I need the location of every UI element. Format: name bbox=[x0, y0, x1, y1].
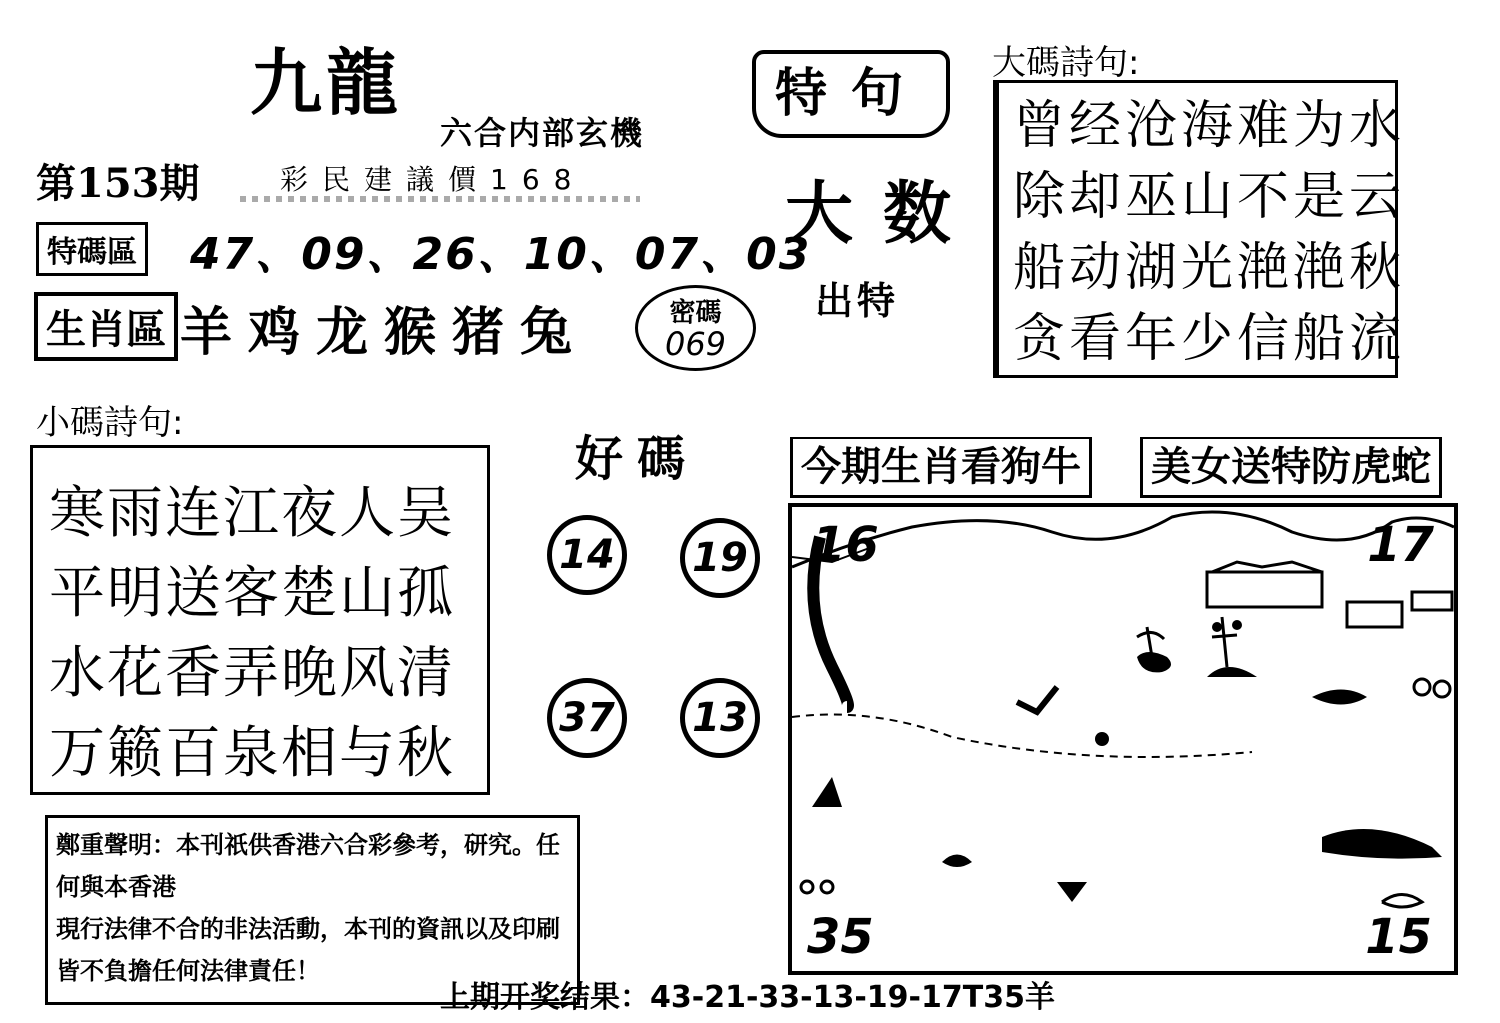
issue-number: 第153期 bbox=[36, 160, 200, 207]
good-number-circle: 19 bbox=[680, 518, 760, 598]
tema-zone-label: 特碼區 bbox=[36, 222, 148, 276]
good-numbers-title: 好碼 bbox=[575, 431, 700, 487]
price-text: 彩民建議價168 bbox=[280, 163, 586, 196]
disclaimer-line: 皆不負擔任何法律責任！ bbox=[56, 957, 320, 985]
secret-code-label: 密碼 bbox=[669, 298, 722, 328]
picture-number-top-right: 17 bbox=[1367, 517, 1434, 573]
big-poem-box bbox=[993, 80, 1406, 378]
big-poem-line: 除却巫山不是云 bbox=[1013, 167, 1406, 227]
out-special-label: 出特 bbox=[815, 279, 900, 323]
picture-number-bottom-right: 15 bbox=[1365, 909, 1432, 965]
last-draw-result: 上期开奖结果：43-21-33-13-19-17T35羊 bbox=[440, 980, 1055, 1015]
page-title: 九龍 bbox=[250, 40, 403, 125]
small-poem-line: 平明送客楚山孤 bbox=[49, 561, 455, 626]
tip-zodiac: 今期生肖看狗牛 bbox=[790, 437, 1092, 498]
teju-book-label: 特句 bbox=[752, 50, 950, 138]
landscape-drawing bbox=[792, 507, 1454, 971]
page-subtitle: 六合内部玄機 bbox=[440, 114, 645, 152]
picture-number-bottom-left: 35 bbox=[807, 909, 874, 965]
small-poem-box bbox=[30, 445, 490, 795]
zodiac-zone-animals: 羊鸡龙猴猪兔 bbox=[180, 303, 589, 363]
tip-beauty: 美女送特防虎蛇 bbox=[1140, 437, 1442, 498]
good-number-circle: 14 bbox=[547, 515, 627, 595]
small-poem-line: 水花香弄晚风清 bbox=[49, 641, 455, 706]
big-poem-line: 贪看年少信船流 bbox=[1013, 309, 1406, 369]
price-underline bbox=[240, 196, 640, 202]
good-number-circle: 13 bbox=[680, 678, 760, 758]
secret-code-bubble bbox=[635, 285, 756, 371]
small-poem-line: 万籁百泉相与秋 bbox=[49, 721, 455, 786]
big-poem-line: 船动湖光滟滟秋 bbox=[1013, 238, 1406, 298]
disclaimer-line: 現行法律不合的非法活動，本刊的資訊以及印刷 bbox=[56, 915, 560, 943]
riddle-picture bbox=[788, 503, 1458, 975]
secret-code-value: 069 bbox=[664, 325, 727, 363]
small-poem-title: 小碼詩句: bbox=[36, 403, 184, 443]
big-number-label: 大数 bbox=[785, 175, 982, 254]
tema-zone-numbers: 47、09、26、10、07、03 bbox=[190, 229, 812, 280]
disclaimer-line: 鄭重聲明：本刊祇供香港六合彩參考，研究。任何與本香港 bbox=[56, 831, 560, 901]
zodiac-zone-label: 生肖區 bbox=[34, 292, 178, 361]
good-number-circle: 37 bbox=[547, 678, 627, 758]
big-poem-title: 大碼詩句: bbox=[992, 43, 1140, 83]
picture-number-top-left: 16 bbox=[812, 517, 879, 573]
big-poem-line: 曾经沧海难为水 bbox=[1013, 96, 1406, 156]
small-poem-line: 寒雨连江夜人吴 bbox=[49, 481, 455, 546]
